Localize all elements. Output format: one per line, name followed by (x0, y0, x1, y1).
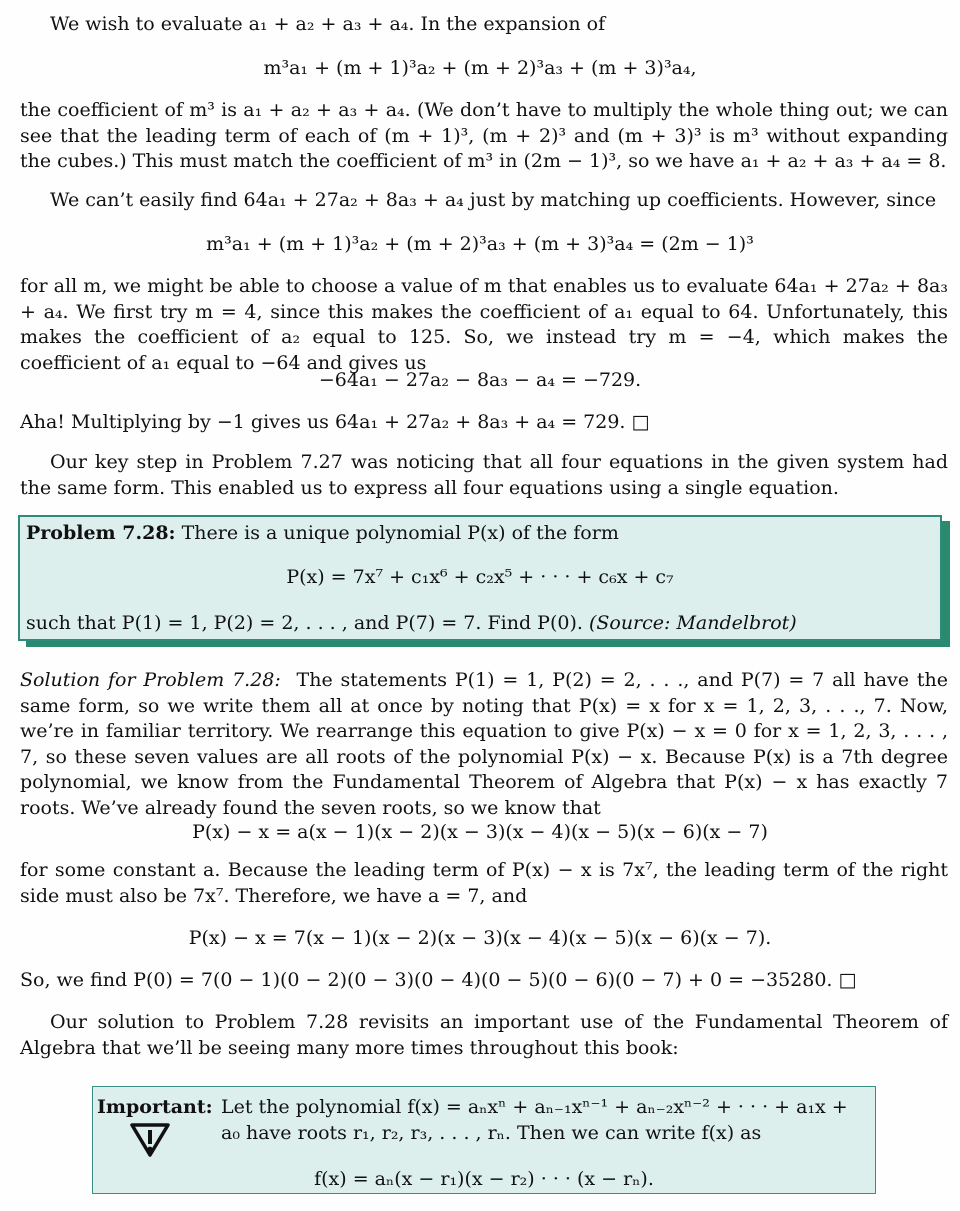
paragraph-coefficient: the coefficient of m³ is a₁ + a₂ + a₃ + a₄. (We don’t have to multiply the whole thing out; we can see that the leading term of each of (m + 1)³, (m + 2)³ and (m + 3)³ is m³ without expanding the cubes.) This must match the coefficient of m³ in (2m − 1)³, so we have a₁ + a₂ + a₃ + a₄ = 8. (20, 99, 948, 172)
problem-box (18, 515, 942, 641)
problem-statement (26, 521, 926, 547)
problem-condition: such that P(1) = 1, P(2) = 2, . . . , and P(7) = 7. Find P(0). (26, 612, 583, 634)
important-label: Important: (97, 1096, 213, 1118)
equation-identity: m³a₁ + (m + 1)³a₂ + (m + 2)³a₃ + (m + 3)³a₄ = (2m − 1)³ (206, 233, 754, 255)
paragraph-leading-term: for some constant a. Because the leading term of P(x) − x is 7x⁷, the leading term of the right side must also be 7x⁷. Therefore, we have a = 7, and (20, 859, 948, 907)
paragraph-result: So, we find P(0) = 7(0 − 1)(0 − 2)(0 − 3)(0 − 4)(0 − 5)(0 − 6)(0 − 7) + 0 = −35280. □ (20, 969, 857, 991)
equation-m-minus-4: −64a₁ − 27a₂ − 8a₃ − a₄ = −729. (318, 369, 642, 391)
paragraph-solution (20, 668, 948, 821)
problem-intro: There is a unique polynomial P(x) of the form (181, 522, 619, 544)
equation-expansion: m³a₁ + (m + 1)³a₂ + (m + 2)³a₃ + (m + 3)³a₄, (263, 57, 697, 79)
problem-condition-line (26, 611, 926, 637)
equation-factored: P(x) − x = a(x − 1)(x − 2)(x − 3)(x − 4)(x − 5)(x − 6)(x − 7) (192, 821, 768, 843)
important-text: Let the polynomial f(x) = aₙxⁿ + aₙ₋₁xⁿ⁻¹ + aₙ₋₂xⁿ⁻² + · · · + a₁x + a₀ have roots r₁, r₂, r₃, . . . , rₙ. Then we can write f(x) as (221, 1096, 848, 1144)
problem-source: (Source: Mandelbrot) (588, 612, 797, 634)
solution-text: The statements P(1) = 1, P(2) = 2, . . ., and P(7) = 7 all have the same form, so we write them all at once by noting that P(x) = x for x = 1, 2, 3, . . ., 7. Now, we’re in familiar territory. We rearrange this equation to give P(x) − x = 0 for x = 1, 2, 3, . . . , 7, so these seven values are all roots of the polynomial P(x) − x. Because P(x) is a 7th degree polynomial, we know from the Fundamental Theorem of Algebra that P(x) − x has exactly 7 roots. We’ve already found the seven roots, so we know that (20, 669, 948, 819)
paragraph-choose-m: for all m, we might be able to choose a value of m that enables us to evaluate 64a₁ + 27a₂ + 8a₃ + a₄. We first try m = 4, since this makes the coefficient of a₁ equal to 64. Unfortunately, this makes the coefficient of a₂ equal to 125. So, we instead try m = −4, which makes the coefficient of a₁ equal to −64 and gives us (20, 275, 948, 374)
equation-factored-a7: P(x) − x = 7(x − 1)(x − 2)(x − 3)(x − 4)(x − 5)(x − 6)(x − 7). (188, 927, 772, 949)
important-equation: f(x) = aₙ(x − r₁)(x − r₂) · · · (x − rₙ). (314, 1168, 654, 1190)
paragraph-intro: We wish to evaluate a₁ + a₂ + a₃ + a₄. In the expansion of (50, 13, 606, 35)
solution-label: Solution for Problem 7.28: (20, 669, 281, 691)
paragraph-fta: Our solution to Problem 7.28 revisits an important use of the Fundamental Theorem of Algebra that we’ll be seeing many more times throughout this book: (20, 1011, 948, 1059)
warning-exclamation-icon (129, 1121, 171, 1159)
problem-label: Problem 7.28: (26, 522, 176, 544)
paragraph-matching: We can’t easily find 64a₁ + 27a₂ + 8a₃ + a₄ just by matching up coefficients. However, since (50, 189, 937, 211)
paragraph-key-step: Our key step in Problem 7.27 was noticing that all four equations in the given system had the same form. This enabled us to express all four equations using a single equation. (20, 451, 948, 499)
important-box (92, 1086, 876, 1194)
problem-equation: P(x) = 7x⁷ + c₁x⁶ + c₂x⁵ + · · · + c₆x + c₇ (286, 566, 674, 588)
paragraph-aha: Aha! Multiplying by −1 gives us 64a₁ + 27a₂ + 8a₃ + a₄ = 729. □ (20, 411, 650, 433)
